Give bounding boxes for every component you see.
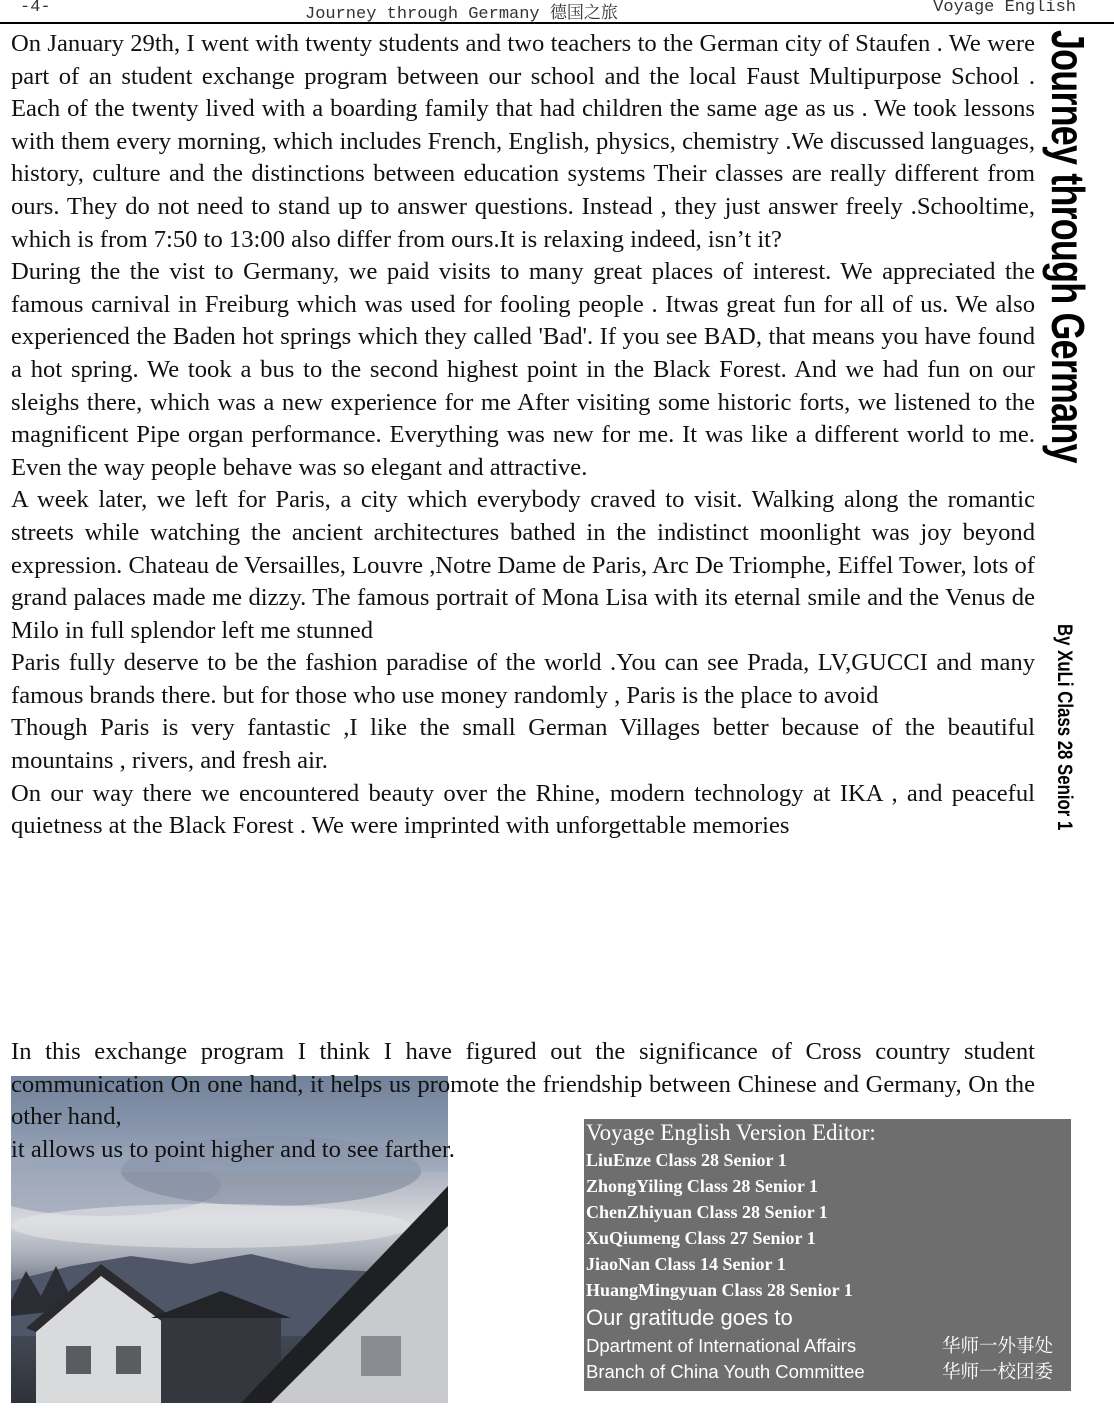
page-header: [0, 0, 1114, 24]
editor-name: ZhongYiling Class 28 Senior 1: [586, 1176, 819, 1196]
closing-line-1: In this exchange program I think I have figured out the significance of Cross country student communication On one hand, it helps us promote the friendship between Chinese and Germany, On the other hand,: [11, 1038, 1035, 1131]
thanks-english: Branch of China Youth Committee: [586, 1361, 865, 1382]
editor-name: LiuEnze Class 28 Senior 1: [586, 1150, 787, 1170]
thanks-row: [586, 1359, 1071, 1385]
article-paragraph-1: On January 29th, I went with twenty students and two teachers to the German city of Staufen . We were part of an student exchange program between our school and the local Faust Multipurpose School . Each of the twenty lived with a boarding family that had children the same age as us . We took lessons with them every morning, which includes French, English, physics, chemistry .We discussed languages, history, culture and the distinctions between education systems Their classes are really different from ours. They do not need to stand up to answer questions. Instead , they just answer freely .Schooltime, which is from 7:50 to 13:00 also differ from ours.It is relaxing indeed, isn’t it?: [11, 30, 1035, 253]
editor-name: ChenZhiyuan Class 28 Senior 1: [586, 1202, 828, 1222]
article-body: [11, 28, 1035, 843]
thanks-row: [586, 1333, 1071, 1359]
running-title: Journey through Germany 德国之旅: [305, 5, 618, 24]
thanks-english: Dpartment of International Affairs: [586, 1335, 857, 1356]
editor-name: HuangMingyuan Class 28 Senior 1: [586, 1280, 853, 1300]
article-paragraph-5: Though Paris is very fantastic ,I like the small German Villages better because of the beautiful mountains , rivers, and fresh air.: [11, 714, 1035, 775]
vertical-title-text: Journey through Germany: [1042, 30, 1094, 463]
editor-title: Voyage English Version Editor:: [586, 1120, 876, 1145]
vertical-byline: [1040, 624, 1080, 844]
article-paragraph-3: A week later, we left for Paris, a city which everybody craved to visit. Walking along the romantic streets while watching the ancient architectures bathed in the indistinct moonlight was joy beyond expression. Chateau de Versailles, Louvre ,Notre Dame de Paris, Arc De Triomphe, Eiffel Tower, lots of grand palaces made me dizzy. The famous portrait of Mona Lisa with its eternal smile and the Venus de Milo in full splendor left me stunned: [11, 486, 1035, 644]
closing-line-2: it allows us to point higher and to see farther.: [11, 1135, 455, 1163]
page-number: -4-: [20, 0, 51, 17]
publication-name: Voyage English: [933, 0, 1076, 17]
byline-text: By XuLi Class 28 Senior 1: [1053, 624, 1076, 831]
gratitude-heading: Our gratitude goes to: [586, 1305, 793, 1330]
closing-paragraph: [11, 1036, 1035, 1166]
article-paragraph-6: On our way there we encountered beauty over the Rhine, modern technology at IKA , and peaceful quietness at the Black Forest . We were imprinted with unforgettable memories: [11, 779, 1035, 840]
article-paragraph-2: During the the vist to Germany, we paid visits to many great places of interest. We appreciated the famous carnival in Freiburg which was used for fooling people . Itwas great fun for all of us. We also experienced the Baden hot springs which they called 'Bad'. If you see BAD, that means you have found a hot spring. We took a bus to the second highest point in the Black Forest. And we had fun on our sleighs there, which was a new experience for me After visiting some historic forts, we listened to the magnificent Pipe organ performance. Everything was new for me. It was like a different world to me. Even the way people behave was so elegant and attractive.: [11, 258, 1035, 481]
thanks-chinese: 华师一外事处: [942, 1335, 1054, 1356]
vertical-title: [1035, 30, 1105, 610]
thanks-chinese: 华师一校团委: [942, 1361, 1054, 1382]
editor-name: XuQiumeng Class 27 Senior 1: [586, 1228, 816, 1248]
article-paragraph-4: Paris fully deserve to be the fashion paradise of the world .You can see Prada, LV,GUCCI and many famous brands there. but for those who use money randomly , Paris is the place to avoid: [11, 649, 1035, 709]
editor-name: JiaoNan Class 14 Senior 1: [586, 1254, 786, 1274]
